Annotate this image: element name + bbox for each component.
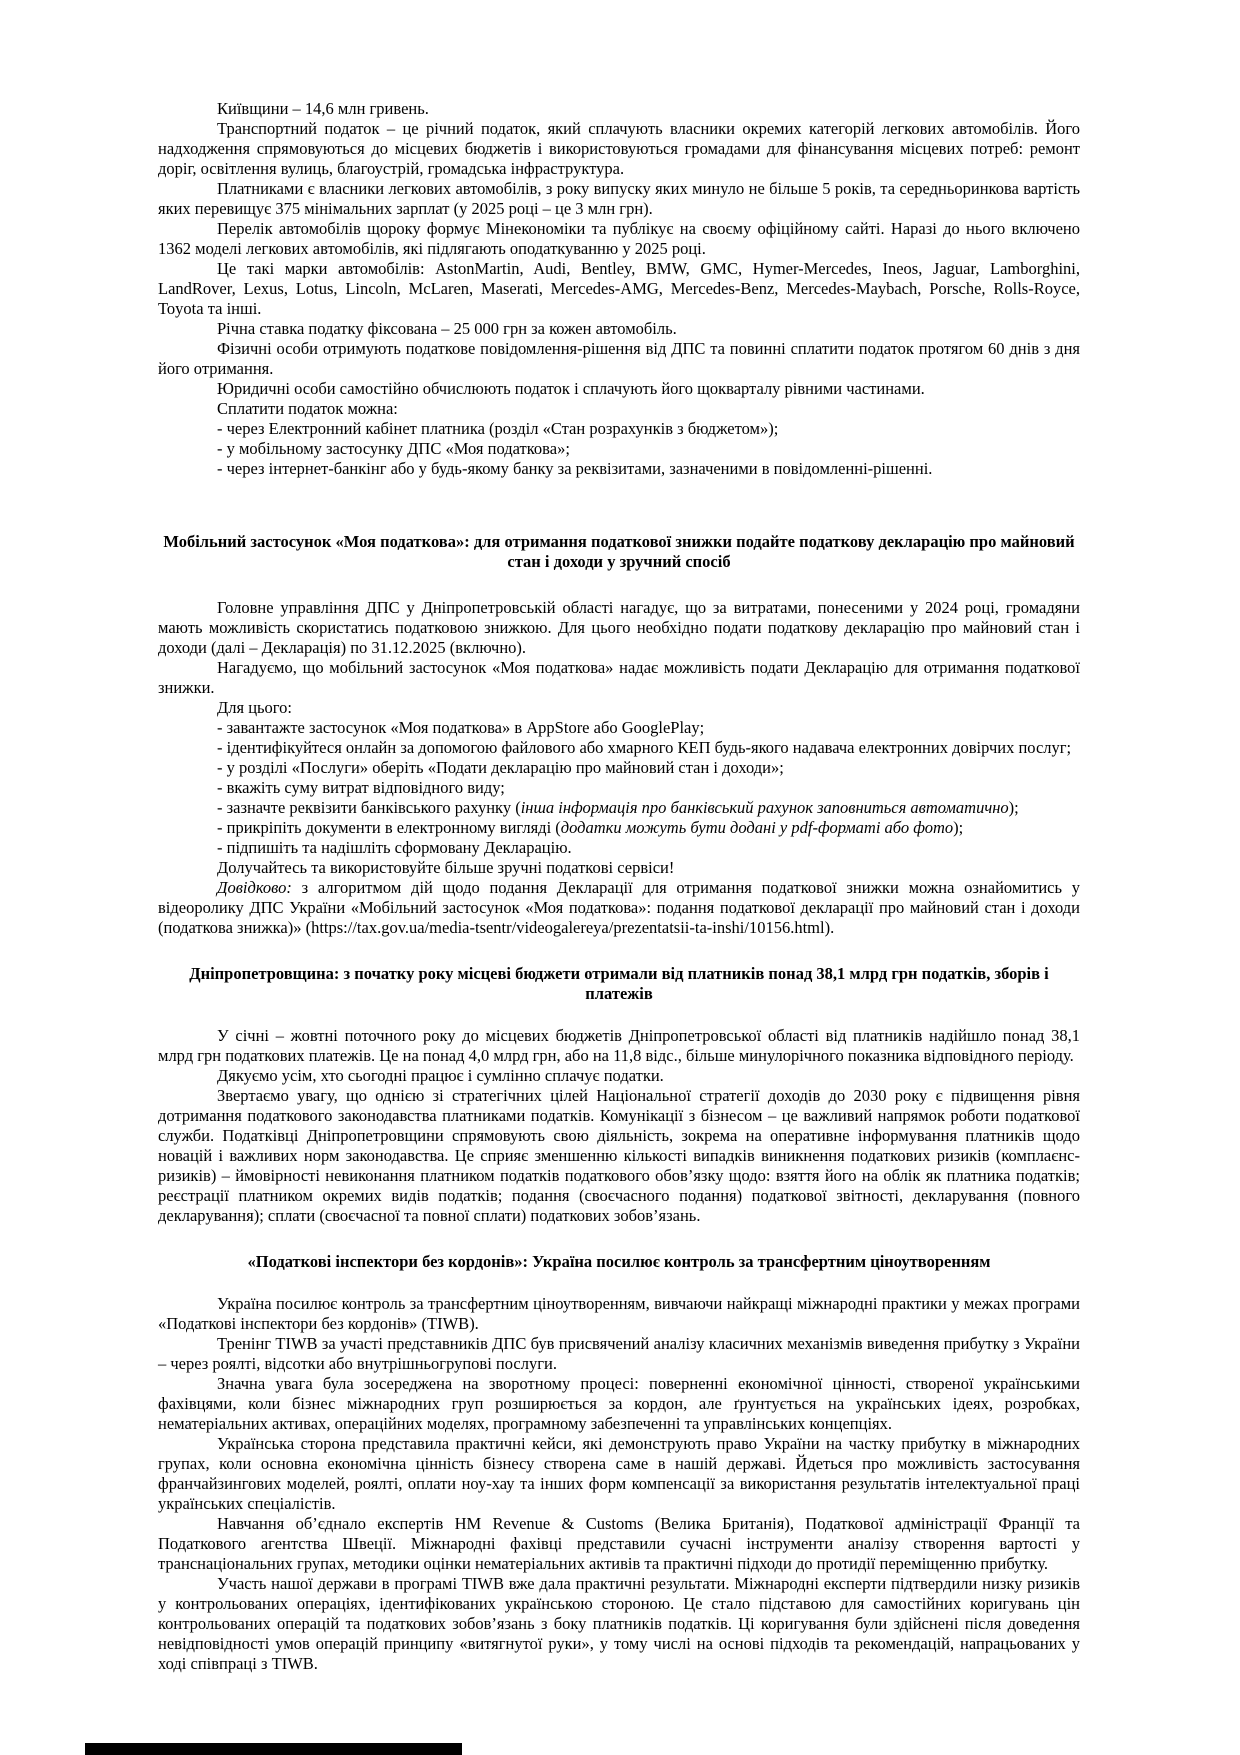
heading-tiwb: «Податкові інспектори без кордонів»: Україна посилює контроль за трансфертним ціноутворенням [247, 1252, 991, 1271]
list-item [158, 798, 1080, 818]
section-transport-tax [158, 99, 1080, 479]
paragraph: Головне управління ДПС у Дніпропетровській області нагадує, що за витратами, понесеними у 2024 році, громадяни мають можливість скористатись податковою знижкою. Для цього необхідно подати податкову декларацію про майновий стан і доходи (далі – Декларація) по 31.12.2025 (включно). [158, 598, 1080, 657]
paragraph: Перелік автомобілів щороку формує Мінекономіки та публікує на своєму офіційному сайті. Наразі до нього включено 1362 моделі легкових автомобілів, які підлягають оподаткуванню у 2025 році. [158, 219, 1080, 258]
list-item: - підпишіть та надішліть сформовану Декларацію. [217, 838, 572, 857]
heading-local-budgets: Дніпропетровщина: з початку року місцеві бюджети отримали від платників понад 38,1 млрд грн податків, зборів і платежів [189, 964, 1049, 1003]
list-item: - вкажіть суму витрат відповідного виду; [217, 778, 505, 797]
paragraph: Навчання об’єднало експертів HM Revenue & Customs (Велика Британія), Податкової адміністрації Франції та Податкового агентства Швеції. Міжнародні фахівці представили сучасні інструменти аналізу створення вартості у транснаціональних групах, методики оцінки нематеріальних активів та практичні підходи до протидії переміщенню прибутку. [158, 1514, 1080, 1573]
paragraph: Сплатити податок можна: [217, 399, 398, 418]
reference-label: Довідково: [217, 878, 292, 897]
heading-mobile-app: Мобільний застосунок «Моя податкова»: для отримання податкової знижки подайте податкову декларацію про майновий стан і доходи у зручний спосіб [163, 532, 1075, 571]
section-tiwb [158, 1294, 1080, 1674]
paragraph: Значна увага була зосереджена на зворотному процесі: поверненні економічної цінності, створеної українськими фахівцями, коли бізнес міжнародних груп розширюється за кордон, але ґрунтується на українських ідеях, розробках, нематеріальних активах, операційних моделях, програмному забезпеченні та управлінських концепціях. [158, 1374, 1080, 1433]
paragraph: Фізичні особи отримують податкове повідомлення-рішення від ДПС та повинні сплатити податок протягом 60 днів з дня його отримання. [158, 339, 1080, 378]
paragraph: Для цього: [217, 698, 292, 717]
list-item [158, 818, 1080, 838]
list-item-text: - прикріпіть документи в електронному вигляді ( [217, 818, 561, 837]
list-item-text: - зазначте реквізити банківського рахунку ( [217, 798, 521, 817]
paragraph: Річна ставка податку фіксована – 25 000 грн за кожен автомобіль. [217, 319, 677, 338]
paragraph: Транспортний податок – це річний податок, який сплачують власники окремих категорій легкових автомобілів. Його надходження спрямовуються до місцевих бюджетів і використовуються громадами для фінансування місцевих потреб: ремонт доріг, освітлення вулиць, благоустрій, громадська інфраструктура. [158, 119, 1080, 178]
paragraph: Долучайтесь та використовуйте більше зручні податкові сервіси! [217, 858, 675, 877]
list-item-text: ); [953, 818, 964, 837]
paragraph: Українська сторона представила практичні кейси, які демонструють право України на частку прибутку в міжнародних групах, коли основна економічна цінність бізнесу створена саме в нашій державі. Йдеться про можливість застосування франчайзингових моделей, роялті, оплати ноу-хау та інших форм компенсації за використання результатів інтелектуальної праці українських спеціалістів. [158, 1434, 1080, 1513]
section-local-budgets [158, 1026, 1080, 1226]
paragraph: Україна посилює контроль за трансфертним ціноутворенням, вивчаючи найкращі міжнародні практики у межах програми «Податкові інспектори без кордонів» (TIWB). [158, 1294, 1080, 1333]
paragraph: Дякуємо усім, хто сьогодні працює і сумлінно сплачує податки. [217, 1066, 664, 1085]
section-mobile-app [158, 598, 1080, 938]
list-item: - у розділі «Послуги» оберіть «Подати декларацію про майновий стан і доходи»; [217, 758, 784, 777]
paragraph: Нагадуємо, що мобільний застосунок «Моя податкова» надає можливість подати Декларацію для отримання податкової знижки. [158, 658, 1080, 697]
paragraph: Це такі марки автомобілів: AstonMartin, Audi, Bentley, BMW, GMC, Hymer-Mercedes, Ineos, Jaguar, Lamborghini, LandRover, Lexus, Lotus, Lincoln, McLaren, Maserati, Mercedes-AMG, Mercedes-Benz, Mercedes-Maybach, Porsche, Rolls-Royce, Toyota та інші. [158, 259, 1080, 318]
italic-note: інша інформація про банківський рахунок заповниться автоматично [520, 798, 1009, 817]
list-item: - через інтернет-банкінг або у будь-якому банку за реквізитами, зазначеними в повідомленні-рішенні. [217, 459, 933, 478]
list-item: - у мобільному застосунку ДПС «Моя податкова»; [217, 439, 570, 458]
list-item: - завантажте застосунок «Моя податкова» в AppStore або GooglePlay; [217, 718, 705, 737]
paragraph: Участь нашої держави в програмі TIWB вже дала практичні результати. Міжнародні експерти підтвердили низку ризиків у контрольованих операціях, ідентифікованих українською стороною. Це стало підставою для самостійних коригувань цін контрольованих операцій та податкових зобов’язань з боку платників податків. Ці коригування були здійснені після доведення невідповідності умов операцій принципу «витягнутої руки», у тому числі на основі підходів та рекомендацій, напрацьованих у ході співпраці з TIWB. [158, 1574, 1080, 1673]
paragraph: Звертаємо увагу, що однією зі стратегічних цілей Національної стратегії доходів до 2030 року є підвищення рівня дотримання податкового законодавства платниками податків. Комунікації з бізнесом – це важливий напрямок роботи податкової служби. Податківці Дніпропетровщини спрямовують свою діяльність, зокрема на оперативне інформування платників щодо новацій і важливих норм законодавства. Це сприяє зменшенню кількості випадків виникнення податкових ризиків (комплаєнс-ризиків) – ймовірності невиконання платником податків податкового обов’язку щодо: взяття його на облік як платника податків; реєстрації платником окремих видів податків; подання (своєчасного подання) податкової звітності, декларування (повного декларування); сплати (своєчасної та повної сплати) податкових зобов’язань. [158, 1086, 1080, 1225]
paragraph: Юридичні особи самостійно обчислюють податок і сплачують його щокварталу рівними частинами. [217, 379, 925, 398]
paragraph: Тренінг TIWB за участі представників ДПС був присвячений аналізу класичних механізмів виведення прибутку з України – через роялті, відсотки або внутрішньогрупові послуги. [158, 1334, 1080, 1373]
list-item-text: ); [1008, 798, 1019, 817]
list-item: - ідентифікуйтеся онлайн за допомогою файлового або хмарного КЕП будь-якого надавача електронних довірчих послуг; [217, 738, 1072, 757]
reference-text: з алгоритмом дій щодо подання Декларації для отримання податкової знижки можна ознайомитись у відеоролику ДПС України «Мобільний застосунок «Моя податкова»: подання податкової декларації про майновий стан і доходи (податкова знижка)» (https://tax.gov.ua/media-tsentr/videogalereya/prezentatsii-ta-inshi/10156.html). [158, 878, 1080, 937]
paragraph: Київщини – 14,6 млн гривень. [217, 99, 429, 118]
list-item: - через Електронний кабінет платника (розділ «Стан розрахунків з бюджетом»); [217, 419, 779, 438]
paragraph-reference [158, 878, 1080, 938]
bottom-black-bar [85, 1743, 462, 1755]
paragraph: Платниками є власники легкових автомобілів, з року випуску яких минуло не більше 5 років, та середньоринкова вартість яких перевищує 375 мінімальних зарплат (у 2025 році – це 3 млн грн). [158, 179, 1080, 218]
paragraph: У січні – жовтні поточного року до місцевих бюджетів Дніпропетровської області від платників надійшло понад 38,1 млрд грн податкових платежів. Це на понад 4,0 млрд грн, або на 11,8 відс., більше минулорічного показника відповідного періоду. [158, 1026, 1080, 1065]
italic-note: додатки можуть бути додані у pdf-форматі або фото [560, 818, 954, 837]
